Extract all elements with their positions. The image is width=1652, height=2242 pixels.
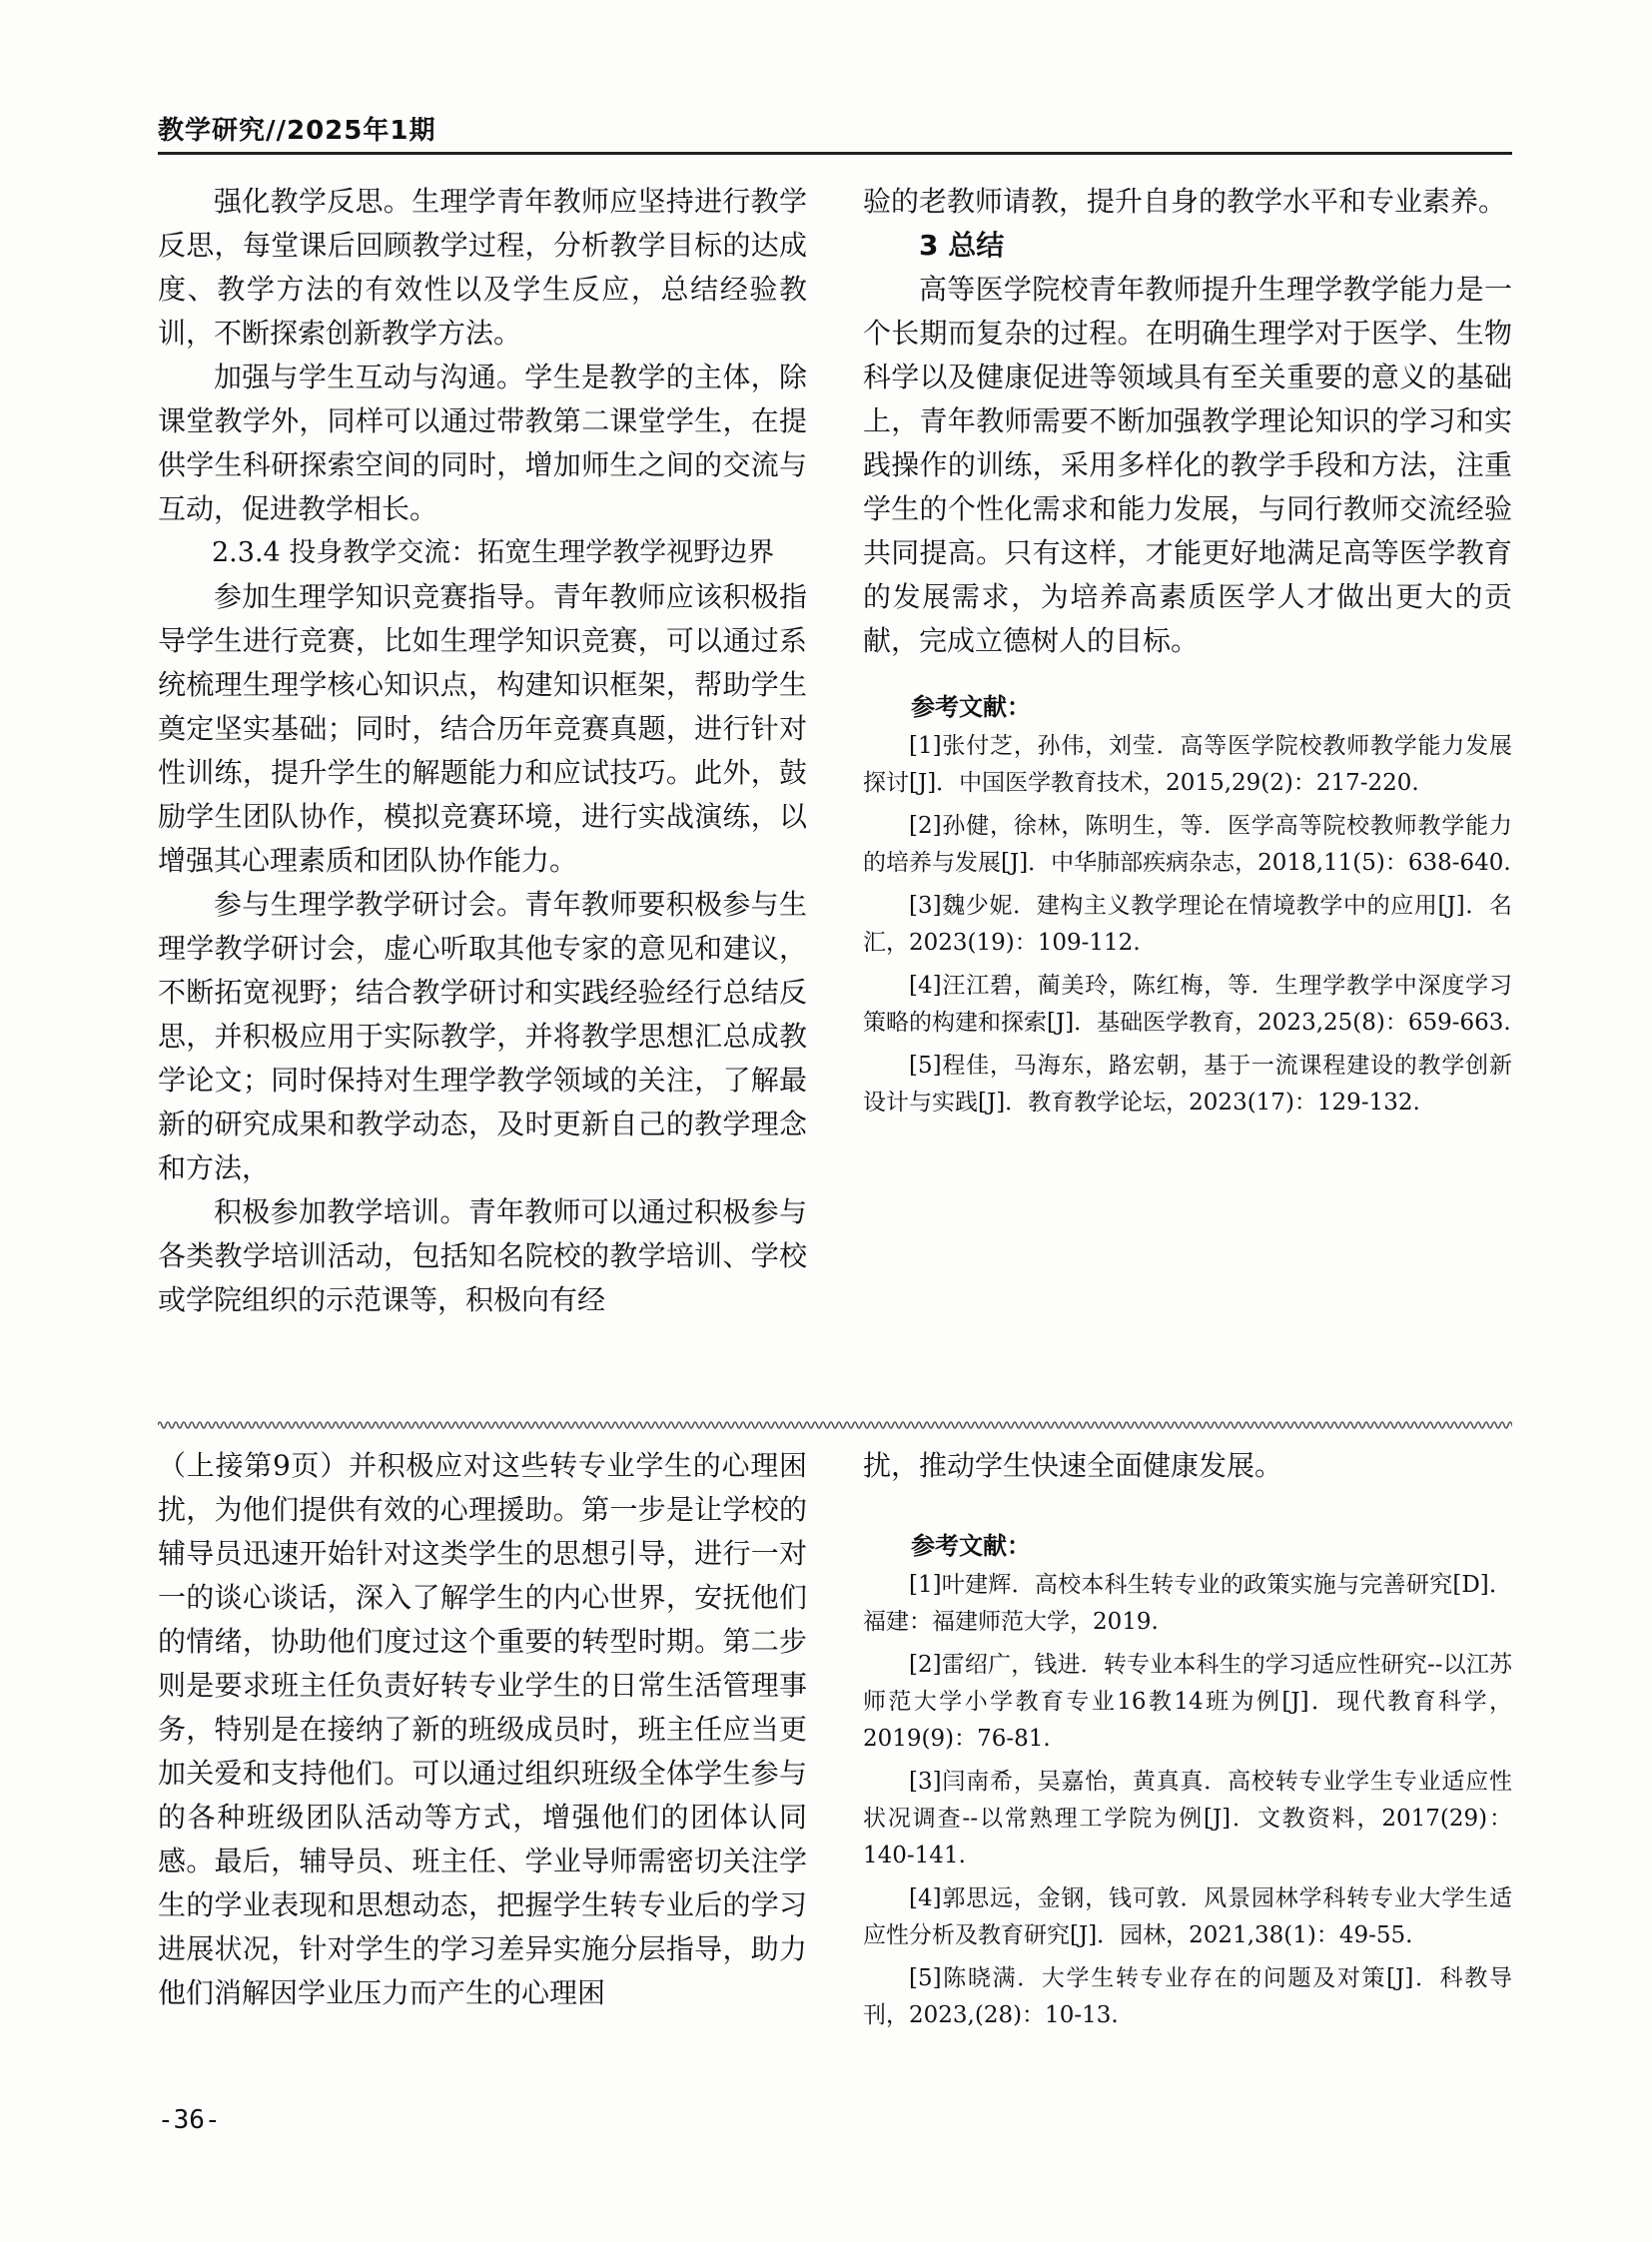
wavy-divider	[158, 1418, 1512, 1432]
reference-item: [2]孙健，徐林，陈明生，等．医学高等院校教师教学能力的培养与发展[J]．中华肺部疾病杂志，2018,11(5)：638-640.	[863, 813, 1512, 876]
bottom-right-column	[863, 1444, 1512, 2040]
reference-item: [3]闫南希，吴嘉怡，黄真真．高校转专业学生专业适应性状况调查--以常熟理工学院为例[J]．文教资料，2017(29)：140-141.	[863, 1769, 1512, 1868]
page-header	[158, 110, 1512, 162]
references-top	[863, 689, 1512, 1121]
journal-header-title: 教学研究//2025年1期	[158, 116, 436, 146]
bottom-left-column	[158, 1444, 807, 2015]
section-heading-summary: 3 总结	[919, 229, 1005, 262]
reference-item: [5]陈晓满．大学生转专业存在的问题及对策[J]．科教导刊，2023,(28)：10-13.	[863, 1965, 1512, 2028]
reference-item: [1]张付芝，孙伟，刘莹．高等医学院校教师教学能力发展探讨[J]．中国医学教育技术，2015,29(2)：217-220.	[863, 733, 1512, 796]
reference-item: [4]郭思远，金钢，钱可敦．风景园林学科转专业大学生适应性分析及教育研究[J]．园林，2021,38(1)：49-55.	[863, 1885, 1512, 1948]
reference-item: [4]汪江碧，蔺美玲，陈红梅，等．生理学教学中深度学习策略的构建和探索[J]．基础医学教育，2023,25(8)：659-663.	[863, 973, 1512, 1036]
paragraph-continuation-bottom: 扰，推动学生快速全面健康发展。	[863, 1449, 1283, 1482]
paragraph-reflection: 强化教学反思。生理学青年教师应坚持进行教学反思，每堂课后回顾教学过程，分析教学目标的达成度、教学方法的有效性以及学生反应，总结经验教训，不断探索创新教学方法。	[158, 185, 807, 350]
paragraph-continued-from-page-9: （上接第9页）并积极应对这些转专业学生的心理困扰，为他们提供有效的心理援助。第一步是让学校的辅导员迅速开始针对这类学生的思想引导，进行一对一的谈心谈话，深入了解学生的内心世界，安抚他们的情绪，协助他们度过这个重要的转型时期。第二步则是要求班主任负责好转专业学生的日常生活管理事务，特别是在接纳了新的班级成员时，班主任应当更加关爱和支持他们。可以通过组织班级全体学生参与的各种班级团队活动等方式，增强他们的团体认同感。最后，辅导员、班主任、学业导师需密切关注学生的学业表现和思想动态，把握学生转专业后的学习进展状况，针对学生的学习差异实施分层指导，助力他们消解因学业压力而产生的心理困	[158, 1449, 807, 2009]
top-right-column	[863, 180, 1512, 1127]
paragraph-competition: 参加生理学知识竞赛指导。青年教师应该积极指导学生进行竞赛，比如生理学知识竞赛，可以通过系统梳理生理学核心知识点，构建知识框架，帮助学生奠定坚实基础；同时，结合历年竞赛真题，进行针对性训练，提升学生的解题能力和应试技巧。此外，鼓励学生团队协作，模拟竞赛环境，进行实战演练，以增强其心理素质和团队协作能力。	[158, 580, 807, 877]
top-left-column	[158, 180, 807, 1322]
section-heading-2-3-4: 2.3.4 投身教学交流：拓宽生理学教学视野边界	[212, 537, 775, 568]
reference-item: [5]程佳，马海东，路宏朝，基于一流课程建设的教学创新设计与实践[J]．教育教学论坛，2023(17)：129-132.	[863, 1053, 1512, 1116]
reference-item: [1]叶建辉．高校本科生转专业的政策实施与完善研究[D]．福建：福建师范大学，2019.	[863, 1572, 1512, 1635]
page-number: -36-	[158, 2105, 221, 2135]
paragraph-seminar: 参与生理学教学研讨会。青年教师要积极参与生理学教学研讨会，虚心听取其他专家的意见和建议，不断拓宽视野；结合教学研讨和实践经验经行总结反思，并积极应用于实际教学，并将教学思想汇总成教学论文；同时保持对生理学教学领域的关注，了解最新的研究成果和教学动态，及时更新自己的教学理念和方法，	[158, 888, 807, 1184]
reference-item: [3]魏少妮．建构主义教学理论在情境教学中的应用[J]．名汇，2023(19)：109-112.	[863, 893, 1512, 956]
paragraph-summary: 高等医学院校青年教师提升生理学教学能力是一个长期而复杂的过程。在明确生理学对于医学、生物科学以及健康促进等领域具有至关重要的意义的基础上，青年教师需要不断加强教学理论知识的学习和实践操作的训练，采用多样化的教学手段和方法，注重学生的个性化需求和能力发展，与同行教师交流经验共同提高。只有这样，才能更好地满足高等医学教育的发展需求，为培养高素质医学人才做出更大的贡献，完成立德树人的目标。	[863, 273, 1512, 657]
paragraph-continuation: 验的老教师请教，提升自身的教学水平和专业素养。	[863, 185, 1507, 218]
paragraph-interaction: 加强与学生互动与沟通。学生是教学的主体，除课堂教学外，同样可以通过带教第二课堂学生，在提供学生科研探索空间的同时，增加师生之间的交流与互动，促进教学相长。	[158, 361, 807, 525]
references-title: 参考文献：	[911, 1532, 1031, 1560]
references-bottom	[863, 1528, 1512, 2034]
references-title: 参考文献：	[911, 693, 1031, 721]
paragraph-training: 积极参加教学培训。青年教师可以通过积极参与各类教学培训活动，包括知名院校的教学培训、学校或学院组织的示范课等，积极向有经	[158, 1195, 807, 1316]
header-rule	[158, 152, 1512, 155]
reference-item: [2]雷绍广，钱进．转专业本科生的学习适应性研究--以江苏师范大学小学教育专业16教14班为例[J]．现代教育科学，2019(9)：76-81.	[863, 1652, 1512, 1752]
